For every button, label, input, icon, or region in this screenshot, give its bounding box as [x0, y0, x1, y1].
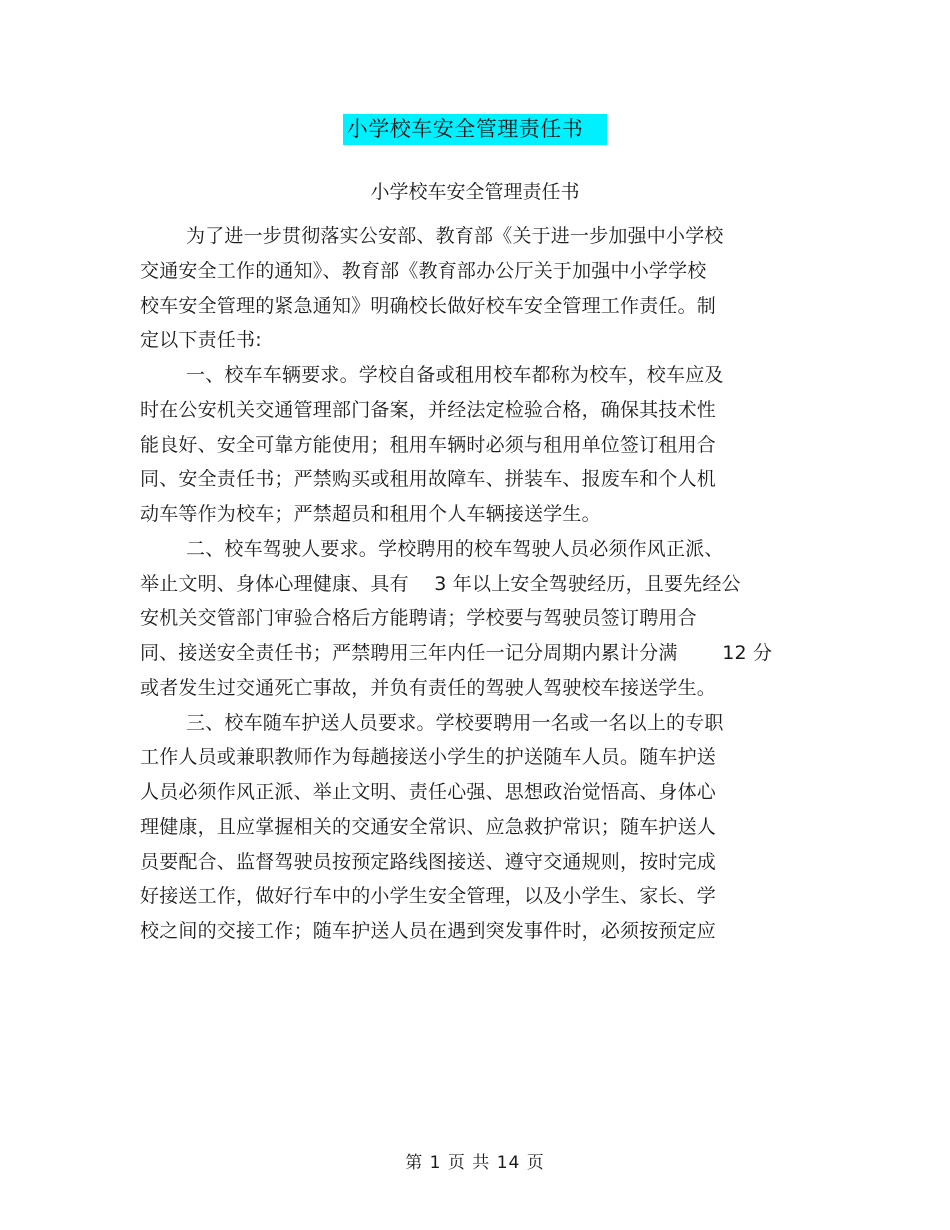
- text-line: 同、接送安全责任书；严禁聘用三年内任一记分周期内累计分满 12 分: [140, 642, 773, 664]
- text-line: 好接送工作，做好行车中的小学生安全管理，以及小学生、家长、学: [140, 885, 717, 908]
- text-line: 二、校车驾驶人要求。学校聘用的校车驾驶人员必须作风正派、: [186, 537, 724, 560]
- text-line: 员要配合、监督驾驶员按预定路线图接送、遵守交通规则，按时完成: [140, 850, 717, 873]
- document-title: 小学校车安全管理责任书: [343, 114, 608, 145]
- text-line: 举止文明、身体心理健康、具有 3 年以上安全驾驶经历，且要先经公: [140, 572, 741, 595]
- document-body: [140, 219, 805, 949]
- page-footer: 第 1 页 共 14 页: [405, 1153, 545, 1173]
- text-line: 或者发生过交通死亡事故，并负有责任的驾驶人驾驶校车接送学生。: [140, 676, 717, 699]
- text-line: 校之间的交接工作；随车护送人员在遇到突发事件时，必须按预定应: [140, 920, 717, 942]
- title-wrap: [0, 114, 950, 145]
- document-subtitle: 小学校车安全管理责任书: [370, 181, 580, 203]
- text-line: 能良好、安全可靠方能使用；租用车辆时必须与租用单位签订租用合: [140, 433, 717, 456]
- text-line: 三、校车随车护送人员要求。学校要聘用一名或一名以上的专职: [186, 711, 724, 734]
- text-line: 人员必须作风正派、举止文明、责任心强、思想政治觉悟高、身体心: [140, 781, 717, 803]
- text-line: 为了进一步贯彻落实公安部、教育部《关于进一步加强中小学校: [186, 225, 724, 247]
- text-line: 一、校车车辆要求。学校自备或租用校车都称为校车，校车应及: [186, 364, 724, 386]
- text-line: 同、安全责任书；严禁购买或租用故障车、拼装车、报废车和个人机: [140, 468, 717, 491]
- text-line: 动车等作为校车；严禁超员和租用个人车辆接送学生。: [140, 503, 601, 525]
- text-line: 理健康，且应掌握相关的交通安全常识、应急救护常识；随车护送人: [140, 815, 717, 838]
- text-line: 校车安全管理的紧急通知》明确校长做好校车安全管理工作责任。制: [140, 294, 717, 317]
- text-line: 交通安全工作的通知》、教育部《教育部办公厅关于加强中小学学校: [140, 259, 707, 282]
- text-line: 安机关交管部门审验合格后方能聘请；学校要与驾驶员签订聘用合: [140, 607, 697, 630]
- text-line: 时在公安机关交通管理部门备案，并经法定检验合格，确保其技术性: [140, 398, 717, 421]
- text-line: 工作人员或兼职教师作为每趟接送小学生的护送随车人员。随车护送: [140, 746, 717, 769]
- text-line: 定以下责任书:: [140, 329, 262, 352]
